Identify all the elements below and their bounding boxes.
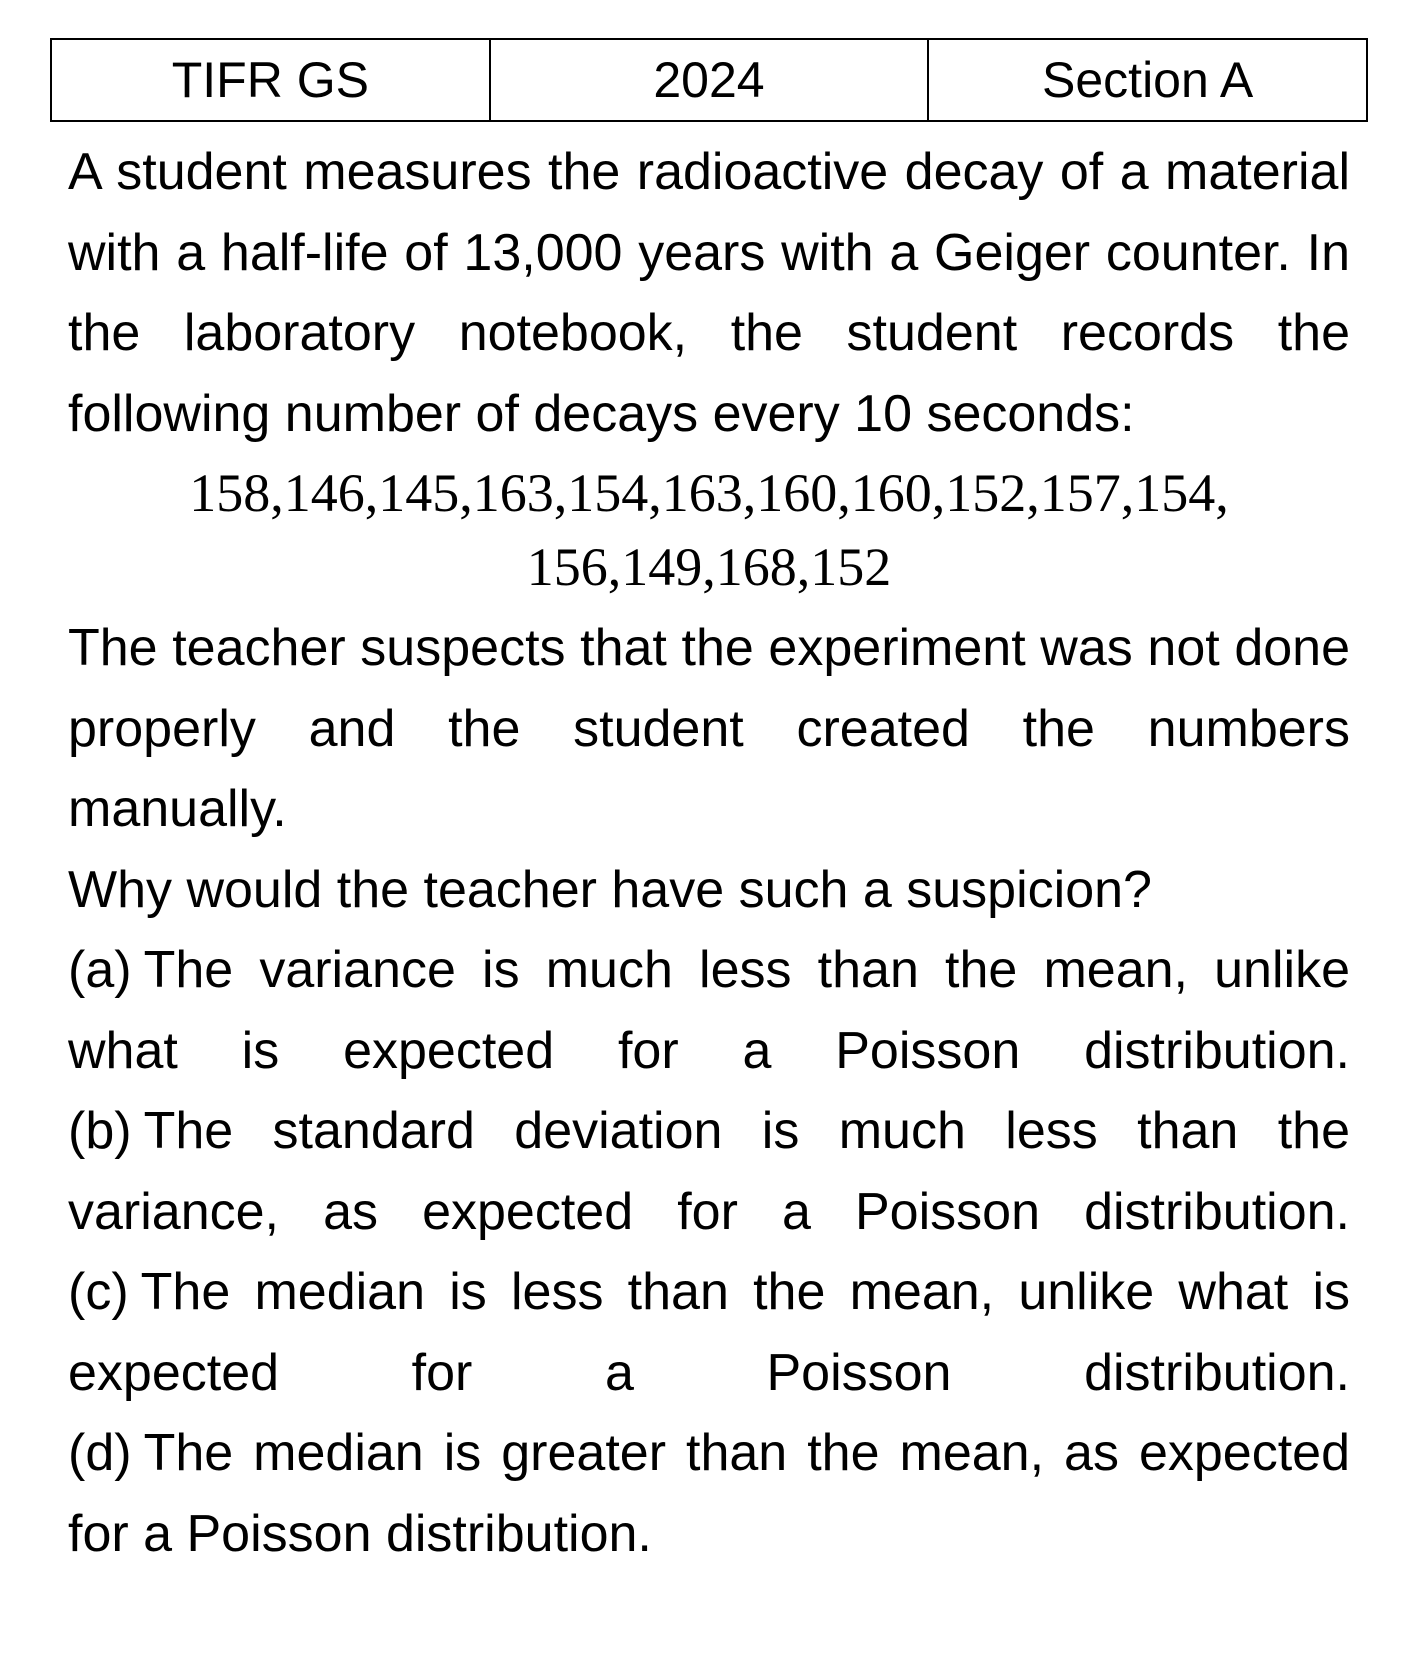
exam-name-cell: TIFR GS xyxy=(51,39,490,121)
question-prompt: Why would the teacher have such a suspicion? xyxy=(68,860,1152,919)
option-d-label: (d) xyxy=(68,1424,132,1482)
header-table xyxy=(50,38,1368,122)
option-a-text: The variance is much less than the mean, unlike what is expected for a Poisson distribution. xyxy=(68,941,1350,1080)
option-d[interactable] xyxy=(68,1413,1350,1574)
decay-counts-line-1: 158,146,145,163,154,163,160,160,152,157,154, xyxy=(189,463,1229,523)
question-body xyxy=(68,132,1350,1574)
option-d-text: The median is greater than the mean, as expected for a Poisson distribution. xyxy=(68,1424,1350,1563)
decay-counts xyxy=(68,454,1350,608)
exam-section-cell: Section A xyxy=(928,39,1367,121)
exam-year-cell: 2024 xyxy=(490,39,929,121)
option-a[interactable] xyxy=(68,930,1350,1091)
option-b-text: The standard deviation is much less than the variance, as expected for a Poisson distribution. xyxy=(68,1102,1350,1241)
option-a-label: (a) xyxy=(68,941,132,999)
decay-counts-line-2: 156,149,168,152 xyxy=(526,537,892,597)
header-row xyxy=(51,39,1367,121)
teacher-suspicion: The teacher suspects that the experiment was not done properly and the student created the numbers manually. xyxy=(68,619,1350,838)
option-c-text: The median is less than the mean, unlike what is expected for a Poisson distribution. xyxy=(68,1263,1350,1402)
option-b-label: (b) xyxy=(68,1102,132,1160)
question-intro: A student measures the radioactive decay of a material with a half-life of 13,000 years with a Geiger counter. In the laboratory notebook, the student records the following number of decays every 10 seconds: xyxy=(68,143,1350,443)
option-c[interactable] xyxy=(68,1252,1350,1413)
option-b[interactable] xyxy=(68,1091,1350,1252)
option-c-label: (c) xyxy=(68,1263,129,1321)
